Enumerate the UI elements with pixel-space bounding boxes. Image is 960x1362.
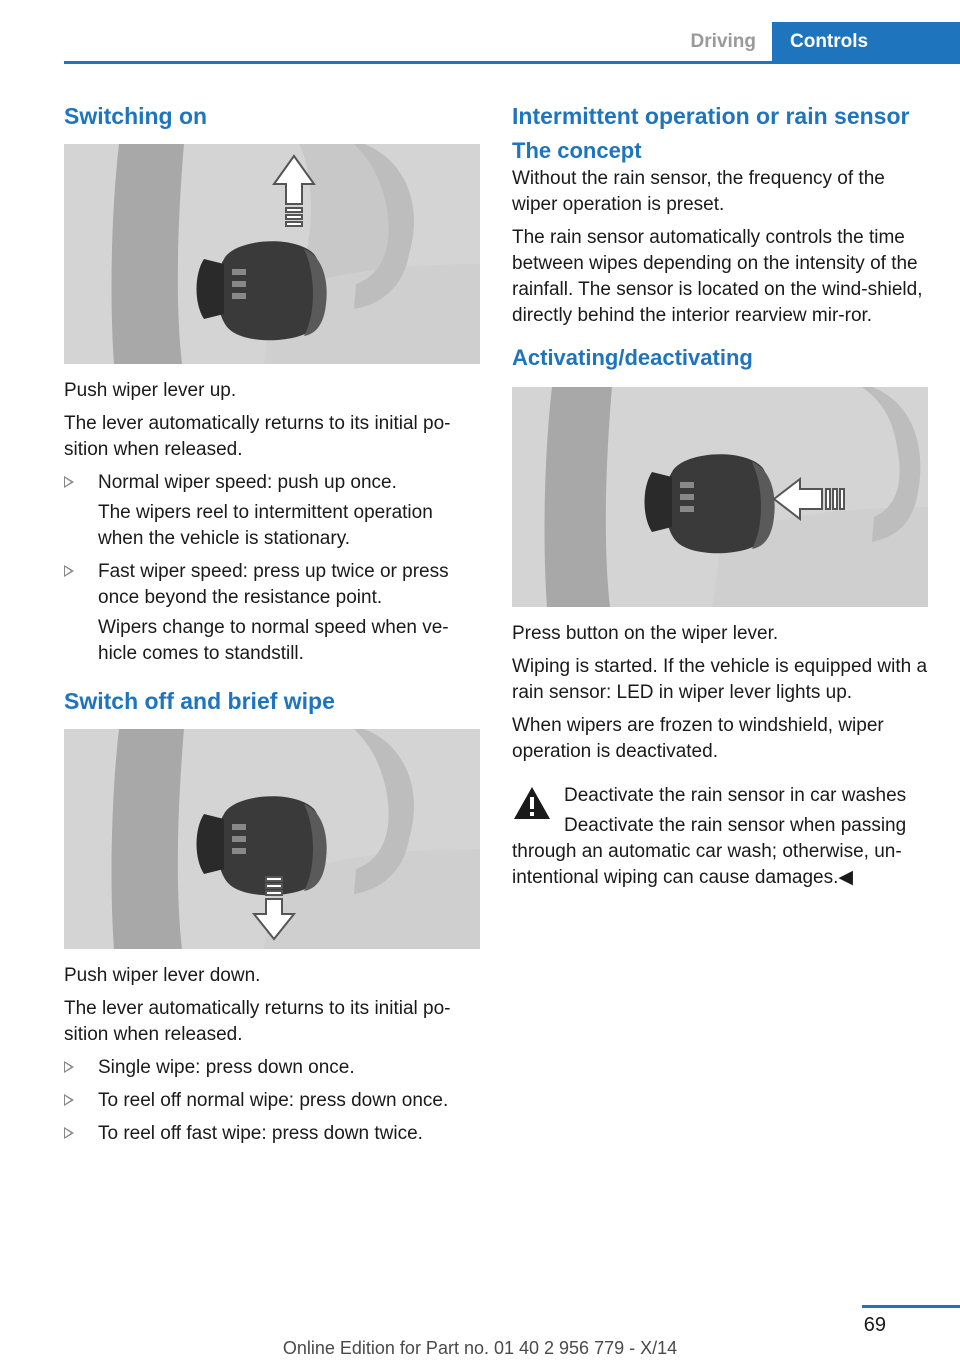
heading-concept: The concept [512,138,642,163]
list-item: To reel off normal wipe: press down once. [64,1088,480,1114]
list-item: Fast wiper speed: press up twice or press once beyond the resistance point. Wipers change to normal speed when ve-hicle comes to standstill. [64,559,480,667]
heading-activating: Activating/deactivating [512,345,753,370]
switch-off-list [64,1055,480,1147]
bullet-triangle-icon [64,1127,74,1139]
figure-wiper-lever-button [512,387,928,607]
list-item: Normal wiper speed: push up once. The wipers reel to intermittent operation when the vehicle is stationary. [64,470,480,552]
switching-on-p1: Push wiper lever up. [64,380,237,401]
list-item: Single wipe: press down once. [64,1055,480,1081]
concept-p1: Without the rain sensor, the frequency of the wiper operation is preset. [512,168,885,215]
right-column [512,100,928,891]
header-section: Driving [690,31,756,52]
edition-line: Online Edition for Part no. 01 40 2 956 779 - X/14 [282,1338,678,1358]
header-current-chapter: Controls [772,22,960,62]
warning-box [512,783,928,891]
heading-intermittent: Intermittent operation or rain sensor [512,103,910,129]
warning-body: Deactivate the rain sensor when passing through an automatic car wash; otherwise, un-intentional wiping can cause damages.◀ [512,815,907,888]
page-number: 69 [863,1314,886,1336]
switching-on-p2: The lever automatically returns to its initial po-sition when released. [64,413,451,460]
list-item: To reel off fast wipe: press down twice. [64,1121,480,1147]
figure-wiper-lever-up [64,144,480,364]
bullet-triangle-icon [64,1061,74,1073]
heading-switching-on: Switching on [64,103,208,129]
activating-p3: When wipers are frozen to windshield, wiper operation is deactivated. [512,715,884,762]
heading-switch-off: Switch off and brief wipe [64,688,335,714]
switch-off-p2: The lever automatically returns to its initial po-sition when released. [64,998,451,1045]
footer-rule [862,1305,960,1308]
warning-title: Deactivate the rain sensor in car washes [564,785,907,806]
concept-p2: The rain sensor automatically controls the time between wipes depending on the intensity of the rainfall. The sensor is located on the wind-shield, directly behind the interior rearview mir-ror. [512,227,923,326]
bullet-triangle-icon [64,1094,74,1106]
figure-wiper-lever-down [64,729,480,949]
bullet-triangle-icon [64,565,74,577]
activating-p1: Press button on the wiper lever. [512,623,779,644]
switching-on-list [64,470,480,667]
activating-p2: Wiping is started. If the vehicle is equipped with a rain sensor: LED in wiper lever lights up. [512,656,928,703]
warning-icon [512,785,552,821]
bullet-triangle-icon [64,476,74,488]
header-rule [64,61,960,64]
switch-off-p1: Push wiper lever down. [64,965,261,986]
page-header [675,22,960,62]
left-column [64,100,480,1154]
